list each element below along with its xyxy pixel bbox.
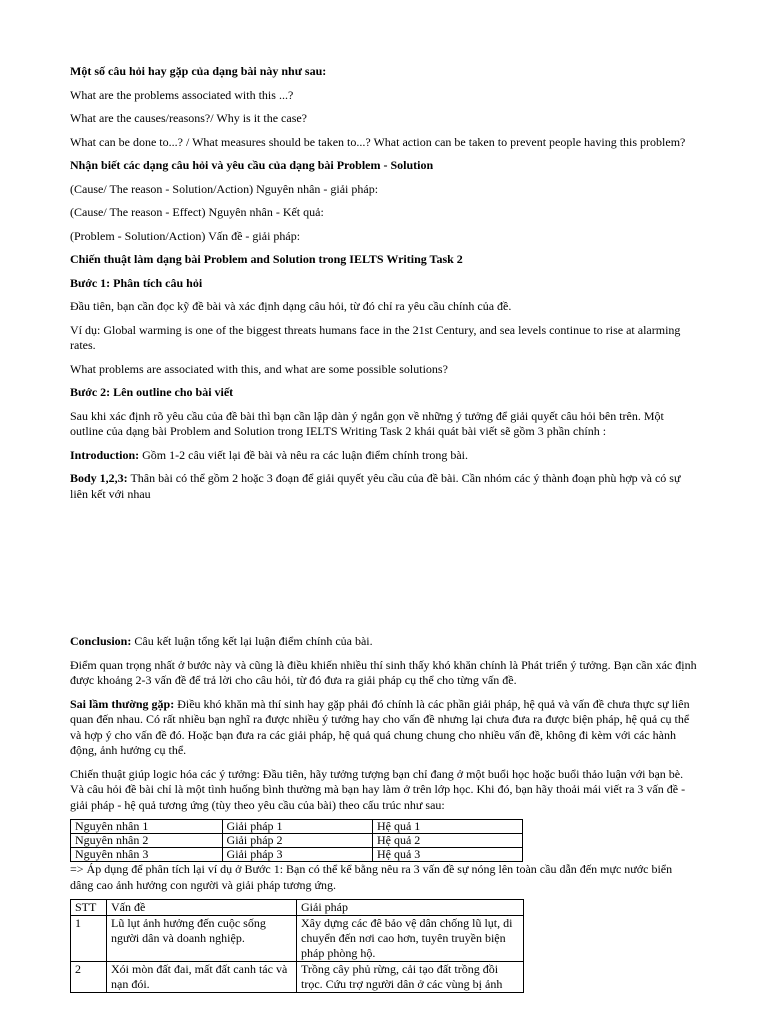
mistake-text: Điều khó khăn mà thí sinh hay gặp phải đó chính là các phần giải pháp, hệ quả và vấn đề chưa thực sự liên quan đến nhau. Có rất nhiều bạn nghĩ ra được nhiều ý tưởng hay cho vấn đề nhưng lại chưa đưa ra được biện pháp, hệ quả cụ thể và hợp ý cho vấn đề đó. Hoặc bạn đưa ra các giải pháp, hệ quả quá chung chung cho nhiều vấn đề, không đi kèm với các hành động, ảnh hưởng cụ thể. [70,696,690,757]
table-cell: Nguyên nhân 2 [71,834,223,848]
strategy-heading: Chiến thuật làm dạng bài Problem and Solution trong IELTS Writing Task 2 [70,252,463,266]
table-cell: Giải pháp 2 [222,834,372,848]
apply-text: => Áp dụng để phân tích lại ví dụ ở Bước 1: Bạn có thể kể bằng nêu ra 3 vấn đề sự nóng lên toàn cầu dẫn đến mực nước biển dâng cao ảnh hưởng con người và giải pháp tương ứng. [70,862,673,892]
body-paragraph [70,471,698,502]
problem-solution-table [70,899,524,993]
introduction-label: Introduction: [70,447,140,462]
conclusion-text: Câu kết luận tổng kết lại luận điểm chính của bài. [131,634,373,648]
table-cell: 2 [71,962,107,993]
step1-heading: Bước 1: Phân tích câu hỏi [70,275,203,290]
table-cell: Giải pháp 1 [222,820,372,834]
body-label: Body 1,2,3: [70,471,128,485]
body-text: Thân bài có thể gồm 2 hoặc 3 đoạn để giải quyết yêu cầu của đề bài. Cần nhóm các ý thành đoạn phù hợp và có sự liên kết với nhau [70,471,681,501]
table-cell: Trồng cây phủ rừng, cải tạo đất trồng đồi trọc. Cứu trợ người dân ở các vùng bị ảnh [297,962,524,993]
recognize-heading: Nhận biết các dạng câu hỏi và yêu cầu của dạng bài Problem - Solution [70,158,434,172]
table-cell: Nguyên nhân 3 [71,848,223,862]
step1-text: Đầu tiên, bạn cần đọc kỹ đề bài và xác định dạng câu hỏi, từ đó chỉ ra yêu cầu chính của đề. [70,299,512,313]
table-row [71,834,523,848]
step2-text: Sau khi xác định rõ yêu cầu của đề bài thì bạn cần lập dàn ý ngắn gọn về những ý tưởng để giải quyết câu hỏi bên trên. Một outline của dạng bài Problem and Solution trong IELTS Writing Task 2 khái quát bài viết sẽ gồm 3 phần chính : [70,408,664,438]
conclusion-paragraph [70,634,698,650]
table-row [71,916,524,962]
type-2: (Cause/ The reason - Effect) Nguyên nhân - Kết quả: [70,205,324,219]
tactic-text: Chiến thuật giúp logic hóa các ý tưởng: Đầu tiên, hãy tưởng tượng bạn chỉ đang ở một buổi học hoặc buổi thảo luận với bạn bè. Và câu hỏi đề bài chỉ là một tình huống bình thường mà bạn hay làm ở trên lớp học. Khi đó, bạn hãy thoải mái viết ra 3 vấn đề - giải pháp - hệ quả tương ứng (tùy theo yêu cầu của bài) theo cấu trúc như sau: [70,766,686,812]
table-cell: Xói mòn đất đai, mất đất canh tác và nạn đói. [107,962,297,993]
questions-heading: Một số câu hỏi hay gặp của dạng bài này như sau: [70,64,327,78]
table-cell: Giải pháp 3 [222,848,372,862]
document-page [70,64,698,993]
key-point-text: Điểm quan trọng nhất ở bước này và cũng là điều khiến nhiều thí sinh thấy khó khăn chính là Phát triển ý tưởng. Bạn cần xác định được khoảng 2-3 vấn đề để trả lời cho câu hỏi, từ đó đưa ra giải pháp cụ thể cho từng vấn đề. [70,657,697,687]
mistake-paragraph [70,697,698,759]
type-1: (Cause/ The reason - Solution/Action) Nguyên nhân - giải pháp: [70,181,379,196]
table-header-row [71,900,524,916]
introduction-paragraph [70,448,698,464]
table-cell: Xây dựng các đê bảo vệ dân chống lũ lụt, di chuyển đến nơi cao hơn, tuyên truyền biện pháp phòng hộ. [297,916,524,962]
header-solution: Giải pháp [297,900,524,916]
blank-space [70,502,698,634]
header-stt: STT [71,900,107,916]
table-row [71,820,523,834]
header-problem: Vấn đề [107,900,297,916]
table-row [71,962,524,993]
table-cell: Hệ quả 3 [372,848,522,862]
table-row [71,848,523,862]
introduction-text: Gồm 1-2 câu viết lại đề bài và nêu ra các luận điểm chính trong bài. [139,447,469,462]
table-cell: Lũ lụt ảnh hưởng đến cuộc sống người dân và doanh nghiệp. [107,916,297,962]
type-3: (Problem - Solution/Action) Vấn đề - giải pháp: [70,228,301,243]
conclusion-label: Conclusion: [70,634,132,648]
table-cell: Hệ quả 1 [372,820,522,834]
question-2: What are the causes/reasons?/ Why is it the case? [70,111,308,125]
example-text: Ví dụ: Global warming is one of the biggest threats humans face in the 21st Century, and sea levels continue to rise at alarming rates. [70,322,681,352]
mistake-label: Sai lầm thường gặp: [70,696,175,711]
question-3: What can be done to...? / What measures should be taken to...? What action can be taken to prevent people having this problem? [70,134,686,149]
table-cell: Nguyên nhân 1 [71,820,223,834]
example-question: What problems are associated with this, and what are some possible solutions? [70,361,448,376]
table-cell: Hệ quả 2 [372,834,522,848]
cause-solution-effect-table [70,819,523,862]
step2-heading: Bước 2: Lên outline cho bài viết [70,385,234,399]
table-cell: 1 [71,916,107,962]
question-1: What are the problems associated with this ...? [70,87,294,102]
